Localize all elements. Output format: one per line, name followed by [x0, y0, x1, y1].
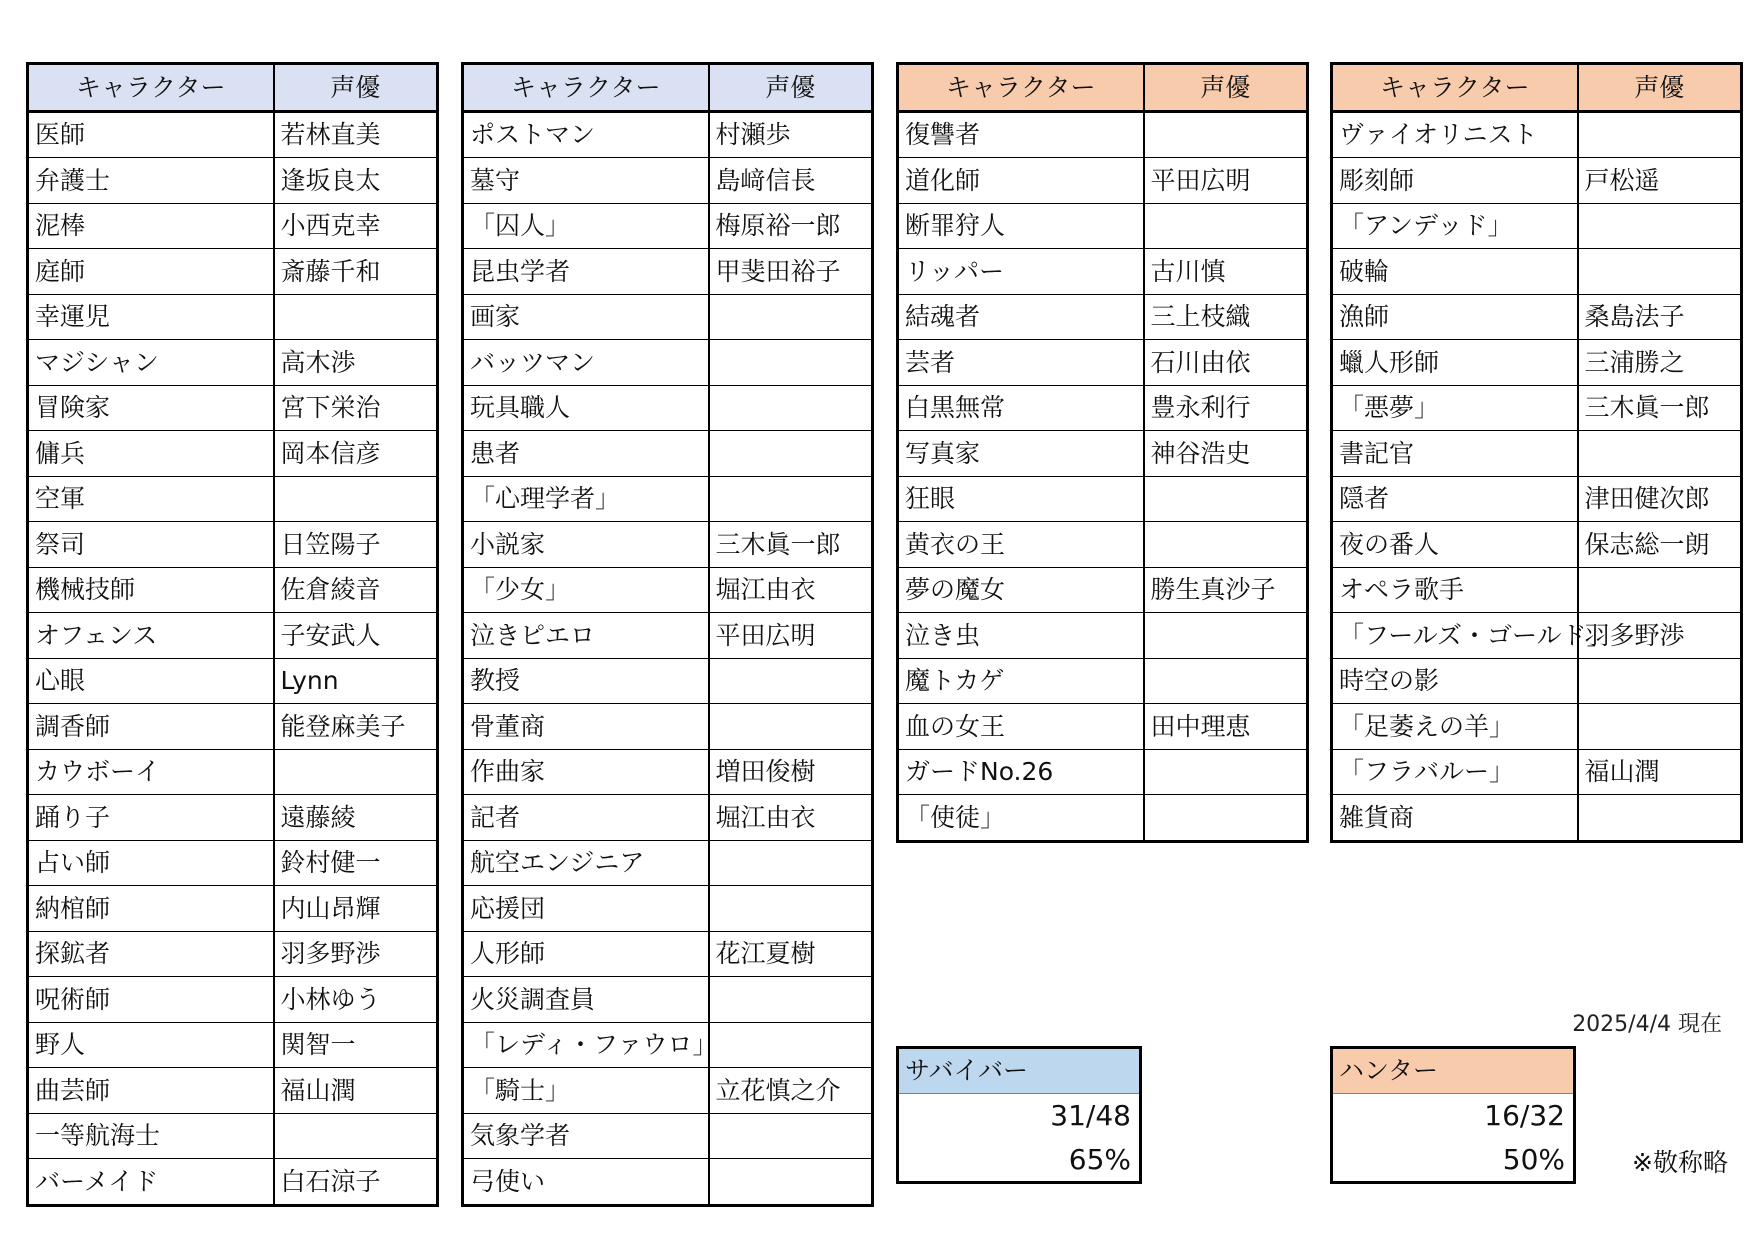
voice-actor-name: 逢坂良太: [274, 158, 438, 204]
table-row: [1332, 749, 1742, 795]
hunter-summary-label: ハンター: [1333, 1049, 1573, 1094]
voice-actor-name: 保志総一朗: [1578, 522, 1742, 568]
table-row: [463, 385, 873, 431]
table-row: [1332, 340, 1742, 386]
character-name: 気象学者: [463, 1113, 709, 1159]
character-name: 幸運児: [28, 294, 274, 340]
table-row: [1332, 613, 1742, 659]
voice-actor-name: 桑島法子: [1578, 294, 1742, 340]
voice-actor-name: [709, 294, 873, 340]
character-name: 祭司: [28, 522, 274, 568]
table-row: [28, 704, 438, 750]
character-name: 航空エンジニア: [463, 840, 709, 886]
voice-actor-name: 村瀬歩: [709, 111, 873, 158]
character-name: 小説家: [463, 522, 709, 568]
character-name: 泣きピエロ: [463, 613, 709, 659]
voice-actor-name: 関智一: [274, 1022, 438, 1068]
survivor-summary-count: 31/48: [1050, 1099, 1131, 1132]
table-row: [28, 431, 438, 477]
table-row: [898, 567, 1308, 613]
table-row: [898, 704, 1308, 750]
table-row: [28, 203, 438, 249]
character-name: 「悪夢」: [1332, 385, 1578, 431]
voice-actor-name: 豊永利行: [1144, 385, 1308, 431]
as-of-date: 2025/4/4 現在: [1572, 1012, 1722, 1037]
voice-actor-name: 福山潤: [1578, 749, 1742, 795]
voice-actor-name: [1578, 431, 1742, 477]
voice-actor-name: 勝生真沙子: [1144, 567, 1308, 613]
voice-actor-name: 古川慎: [1144, 249, 1308, 295]
voice-actor-name: [709, 977, 873, 1023]
table-row: [898, 158, 1308, 204]
character-name: ヴァイオリニスト: [1332, 111, 1578, 158]
table-row: [28, 294, 438, 340]
character-name: 火災調査員: [463, 977, 709, 1023]
character-name: 野人: [28, 1022, 274, 1068]
table-row: [463, 977, 873, 1023]
voice-actor-name: [709, 340, 873, 386]
table-row: [28, 158, 438, 204]
character-name: 画家: [463, 294, 709, 340]
voice-actor-name: [1144, 613, 1308, 659]
column-header-voice-actor: 声優: [1578, 64, 1742, 112]
table-row: [463, 249, 873, 295]
survivor-table-2: [461, 62, 874, 1207]
character-name: 空軍: [28, 476, 274, 522]
voice-actor-name: [1578, 249, 1742, 295]
character-name: 作曲家: [463, 749, 709, 795]
table-row: [28, 840, 438, 886]
character-name: 応援団: [463, 886, 709, 932]
voice-actor-name: [1144, 795, 1308, 842]
voice-actor-name: [1578, 203, 1742, 249]
table-row: [28, 886, 438, 932]
table-row: [898, 249, 1308, 295]
voice-actor-name: 三浦勝之: [1578, 340, 1742, 386]
character-name: 冒険家: [28, 385, 274, 431]
voice-actor-name: [709, 1022, 873, 1068]
character-name: 芸者: [898, 340, 1144, 386]
character-name: 心眼: [28, 658, 274, 704]
voice-actor-name: [274, 294, 438, 340]
voice-actor-name: 遠藤綾: [274, 795, 438, 841]
table-row: [463, 567, 873, 613]
voice-actor-name: 石川由依: [1144, 340, 1308, 386]
table-row: [463, 704, 873, 750]
voice-actor-name: [709, 1113, 873, 1159]
hunter-summary: [1330, 1046, 1576, 1184]
character-name: 泣き虫: [898, 613, 1144, 659]
column-header-voice-actor: 声優: [274, 64, 438, 112]
voice-actor-name: 堀江由衣: [709, 795, 873, 841]
column-header-character: キャラクター: [463, 64, 709, 112]
voice-actor-name: 堀江由衣: [709, 567, 873, 613]
voice-actor-name: 島﨑信長: [709, 158, 873, 204]
character-name: 一等航海士: [28, 1113, 274, 1159]
character-name: 弁護士: [28, 158, 274, 204]
voice-actor-name: 小西克幸: [274, 203, 438, 249]
character-name: 雑貨商: [1332, 795, 1578, 842]
table-row: [463, 658, 873, 704]
voice-actor-name: 戸松遥: [1578, 158, 1742, 204]
character-name: 患者: [463, 431, 709, 477]
column-header-voice-actor: 声優: [709, 64, 873, 112]
table-row: [898, 749, 1308, 795]
table-row: [28, 340, 438, 386]
voice-actor-name: 羽多野渉: [274, 931, 438, 977]
table-row: [1332, 431, 1742, 477]
voice-actor-name: [1578, 567, 1742, 613]
character-name: 調香師: [28, 704, 274, 750]
table-row: [28, 476, 438, 522]
voice-actor-name: [709, 658, 873, 704]
voice-actor-name: 三上枝織: [1144, 294, 1308, 340]
table-row: [463, 294, 873, 340]
voice-actor-name: 宮下栄治: [274, 385, 438, 431]
voice-actor-name: [709, 476, 873, 522]
character-name: 骨董商: [463, 704, 709, 750]
character-name: 夜の番人: [1332, 522, 1578, 568]
table-row: [463, 613, 873, 659]
voice-actor-name: [1578, 795, 1742, 842]
voice-actor-name: 甲斐田裕子: [709, 249, 873, 295]
table-row: [898, 476, 1308, 522]
voice-actor-name: 子安武人: [274, 613, 438, 659]
table-row: [28, 1068, 438, 1114]
character-name: カウボーイ: [28, 749, 274, 795]
character-name: 「足萎えの羊」: [1332, 704, 1578, 750]
voice-actor-name: [709, 385, 873, 431]
table-row: [463, 795, 873, 841]
table-row: [28, 977, 438, 1023]
character-name: 血の女王: [898, 704, 1144, 750]
column-header-character: キャラクター: [1332, 64, 1578, 112]
voice-actor-name: 増田俊樹: [709, 749, 873, 795]
character-name: オフェンス: [28, 613, 274, 659]
character-name: 探鉱者: [28, 931, 274, 977]
survivor-summary-label: サバイバー: [899, 1049, 1139, 1094]
voice-actor-name: 花江夏樹: [709, 931, 873, 977]
voice-actor-name: [1578, 658, 1742, 704]
table-row: [1332, 522, 1742, 568]
voice-actor-name: 佐倉綾音: [274, 567, 438, 613]
survivor-table-1: [26, 62, 439, 1207]
character-name: 「使徒」: [898, 795, 1144, 842]
character-name: 泥棒: [28, 203, 274, 249]
voice-actor-name: [1144, 111, 1308, 158]
table-row: [1332, 294, 1742, 340]
table-row: [898, 340, 1308, 386]
table-row: [28, 1022, 438, 1068]
character-name: 墓守: [463, 158, 709, 204]
character-name: 「フールズ・ゴールド」: [1332, 613, 1578, 659]
character-name: 弓使い: [463, 1159, 709, 1206]
table-row: [463, 749, 873, 795]
table-row: [463, 840, 873, 886]
table-row: [28, 613, 438, 659]
voice-actor-name: [1578, 111, 1742, 158]
character-name: 魔トカゲ: [898, 658, 1144, 704]
table-row: [28, 795, 438, 841]
table-row: [1332, 158, 1742, 204]
voice-actor-name: 平田広明: [709, 613, 873, 659]
table-row: [463, 1113, 873, 1159]
voice-actor-name: 斎藤千和: [274, 249, 438, 295]
table-row: [463, 431, 873, 477]
table-row: [1332, 203, 1742, 249]
table-row: [898, 522, 1308, 568]
character-name: 白黒無常: [898, 385, 1144, 431]
voice-actor-name: 梅原裕一郎: [709, 203, 873, 249]
table-row: [1332, 658, 1742, 704]
voice-actor-name: [1144, 476, 1308, 522]
table-row: [463, 1159, 873, 1206]
table-row: [463, 158, 873, 204]
voice-actor-name: 白石涼子: [274, 1159, 438, 1206]
character-name: 隠者: [1332, 476, 1578, 522]
table-row: [463, 931, 873, 977]
character-name: 狂眼: [898, 476, 1144, 522]
voice-actor-name: [709, 840, 873, 886]
survivor-summary-percent: 65%: [1068, 1143, 1131, 1176]
table-row: [1332, 111, 1742, 158]
voice-actor-name: Lynn: [274, 658, 438, 704]
table-row: [463, 522, 873, 568]
table-row: [1332, 476, 1742, 522]
character-name: 教授: [463, 658, 709, 704]
voice-actor-name: [274, 749, 438, 795]
table-row: [898, 111, 1308, 158]
voice-actor-name: [709, 704, 873, 750]
hunter-table-2: [1330, 62, 1743, 843]
character-name: 漁師: [1332, 294, 1578, 340]
character-name: 呪術師: [28, 977, 274, 1023]
character-name: マジシャン: [28, 340, 274, 386]
character-name: 復讐者: [898, 111, 1144, 158]
voice-actor-name: 内山昂輝: [274, 886, 438, 932]
voice-actor-name: [274, 1113, 438, 1159]
voice-actor-name: [1144, 658, 1308, 704]
voice-actor-name: 平田広明: [1144, 158, 1308, 204]
character-name: 「アンデッド」: [1332, 203, 1578, 249]
voice-actor-name: 能登麻美子: [274, 704, 438, 750]
character-name: ガードNo.26: [898, 749, 1144, 795]
voice-actor-name: [274, 476, 438, 522]
table-row: [1332, 385, 1742, 431]
character-name: 庭師: [28, 249, 274, 295]
character-name: 「心理学者」: [463, 476, 709, 522]
character-name: 人形師: [463, 931, 709, 977]
table-row: [28, 931, 438, 977]
voice-actor-name: 立花慎之介: [709, 1068, 873, 1114]
table-row: [1332, 704, 1742, 750]
character-name: オペラ歌手: [1332, 567, 1578, 613]
character-name: 記者: [463, 795, 709, 841]
table-row: [898, 658, 1308, 704]
character-name: 写真家: [898, 431, 1144, 477]
character-name: 「騎士」: [463, 1068, 709, 1114]
character-name: 占い師: [28, 840, 274, 886]
hunter-table-1: [896, 62, 1309, 843]
table-row: [898, 613, 1308, 659]
character-name: 踊り子: [28, 795, 274, 841]
character-name: 「囚人」: [463, 203, 709, 249]
character-name: バーメイド: [28, 1159, 274, 1206]
character-name: 結魂者: [898, 294, 1144, 340]
character-name: 断罪狩人: [898, 203, 1144, 249]
voice-actor-name: 田中理恵: [1144, 704, 1308, 750]
table-row: [463, 111, 873, 158]
character-name: 蠟人形師: [1332, 340, 1578, 386]
table-row: [1332, 249, 1742, 295]
table-row: [463, 340, 873, 386]
character-name: 夢の魔女: [898, 567, 1144, 613]
voice-actor-name: 三木眞一郎: [1578, 385, 1742, 431]
table-row: [28, 1113, 438, 1159]
character-name: バッツマン: [463, 340, 709, 386]
character-name: 傭兵: [28, 431, 274, 477]
hunter-summary-percent: 50%: [1502, 1143, 1565, 1176]
voice-actor-name: 小林ゆう: [274, 977, 438, 1023]
character-name: 曲芸師: [28, 1068, 274, 1114]
table-row: [28, 749, 438, 795]
column-header-voice-actor: 声優: [1144, 64, 1308, 112]
table-row: [1332, 795, 1742, 842]
voice-actor-name: [709, 886, 873, 932]
table-row: [898, 431, 1308, 477]
table-row: [1332, 567, 1742, 613]
voice-actor-name: 福山潤: [274, 1068, 438, 1114]
table-row: [463, 1022, 873, 1068]
column-header-character: キャラクター: [898, 64, 1144, 112]
table-row: [898, 795, 1308, 842]
voice-actor-name: 岡本信彦: [274, 431, 438, 477]
character-name: 昆虫学者: [463, 249, 709, 295]
voice-actor-name: 三木眞一郎: [709, 522, 873, 568]
character-name: 彫刻師: [1332, 158, 1578, 204]
voice-actor-name: [1144, 522, 1308, 568]
hunter-summary-count: 16/32: [1484, 1099, 1565, 1132]
survivor-summary: [896, 1046, 1142, 1184]
character-name: 機械技師: [28, 567, 274, 613]
character-name: 時空の影: [1332, 658, 1578, 704]
character-name: 医師: [28, 111, 274, 158]
voice-actor-name: 日笠陽子: [274, 522, 438, 568]
voice-actor-name: [1578, 704, 1742, 750]
character-name: 玩具職人: [463, 385, 709, 431]
table-row: [28, 249, 438, 295]
character-name: ポストマン: [463, 111, 709, 158]
table-row: [898, 385, 1308, 431]
character-name: 「フラバルー」: [1332, 749, 1578, 795]
column-header-character: キャラクター: [28, 64, 274, 112]
table-row: [898, 294, 1308, 340]
table-row: [463, 203, 873, 249]
table-row: [463, 1068, 873, 1114]
character-name: 破輪: [1332, 249, 1578, 295]
table-row: [28, 385, 438, 431]
character-name: 黄衣の王: [898, 522, 1144, 568]
character-name: 「少女」: [463, 567, 709, 613]
table-row: [28, 1159, 438, 1206]
honorifics-note: ※敬称略: [1632, 1148, 1728, 1177]
voice-actor-name: [1144, 749, 1308, 795]
voice-actor-name: 津田健次郎: [1578, 476, 1742, 522]
voice-actor-name: 羽多野渉: [1578, 613, 1742, 659]
voice-actor-name: 神谷浩史: [1144, 431, 1308, 477]
table-row: [463, 886, 873, 932]
table-row: [28, 111, 438, 158]
character-name: リッパー: [898, 249, 1144, 295]
table-row: [28, 567, 438, 613]
table-row: [28, 522, 438, 568]
character-name: 納棺師: [28, 886, 274, 932]
character-name: 書記官: [1332, 431, 1578, 477]
table-row: [28, 658, 438, 704]
table-row: [898, 203, 1308, 249]
table-row: [463, 476, 873, 522]
character-name: 道化師: [898, 158, 1144, 204]
voice-actor-name: 鈴村健一: [274, 840, 438, 886]
voice-actor-name: [1144, 203, 1308, 249]
voice-actor-name: 高木渉: [274, 340, 438, 386]
voice-actor-name: [709, 431, 873, 477]
voice-actor-name: [709, 1159, 873, 1206]
character-name: 「レディ・ファウロ」: [463, 1022, 709, 1068]
voice-actor-name: 若林直美: [274, 111, 438, 158]
